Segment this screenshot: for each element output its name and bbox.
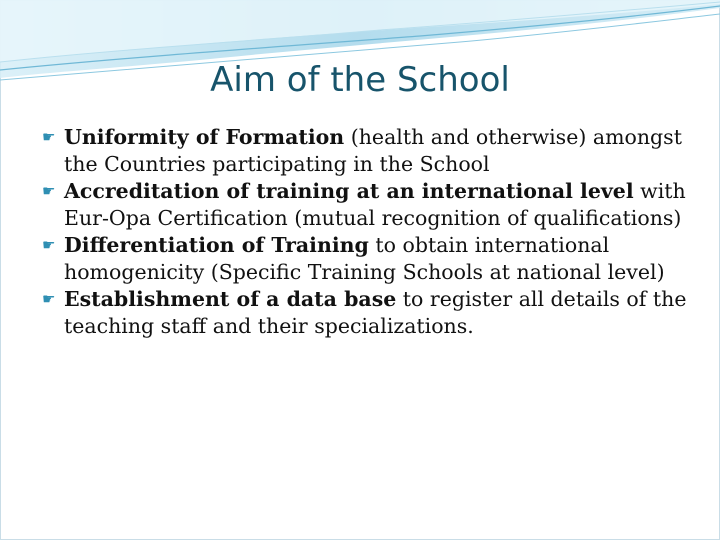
bullet-heading: Differentiation of Training [64, 233, 369, 257]
bullet-text: to register all details of the teaching staff and their specializations. [64, 287, 687, 338]
pointing-hand-icon: ☛ [42, 290, 56, 308]
bullet-text: to obtain international homogenicity (Specific Training Schools at national level) [64, 233, 665, 284]
bullet-text: with Eur-Opa Certification (mutual recognition of qualifications) [64, 179, 686, 230]
bullet-item-differentiation [40, 232, 690, 286]
pointing-hand-icon: ☛ [42, 182, 56, 200]
bullet-heading: Uniformity of Formation [64, 125, 345, 149]
bullet-list [40, 124, 690, 340]
slide-title: Aim of the School [210, 60, 510, 100]
bullet-item-uniformity [40, 124, 690, 178]
bullet-text: (health and otherwise) amongst the Countries participating in the School [64, 125, 682, 176]
pointing-hand-icon: ☛ [42, 236, 56, 254]
bullet-item-accreditation [40, 178, 690, 232]
bullet-heading: Accreditation of training at an international level [64, 179, 634, 203]
bullet-heading: Establishment of a data base [64, 287, 397, 311]
bullet-item-establishment [40, 286, 690, 340]
pointing-hand-icon: ☛ [42, 128, 56, 146]
